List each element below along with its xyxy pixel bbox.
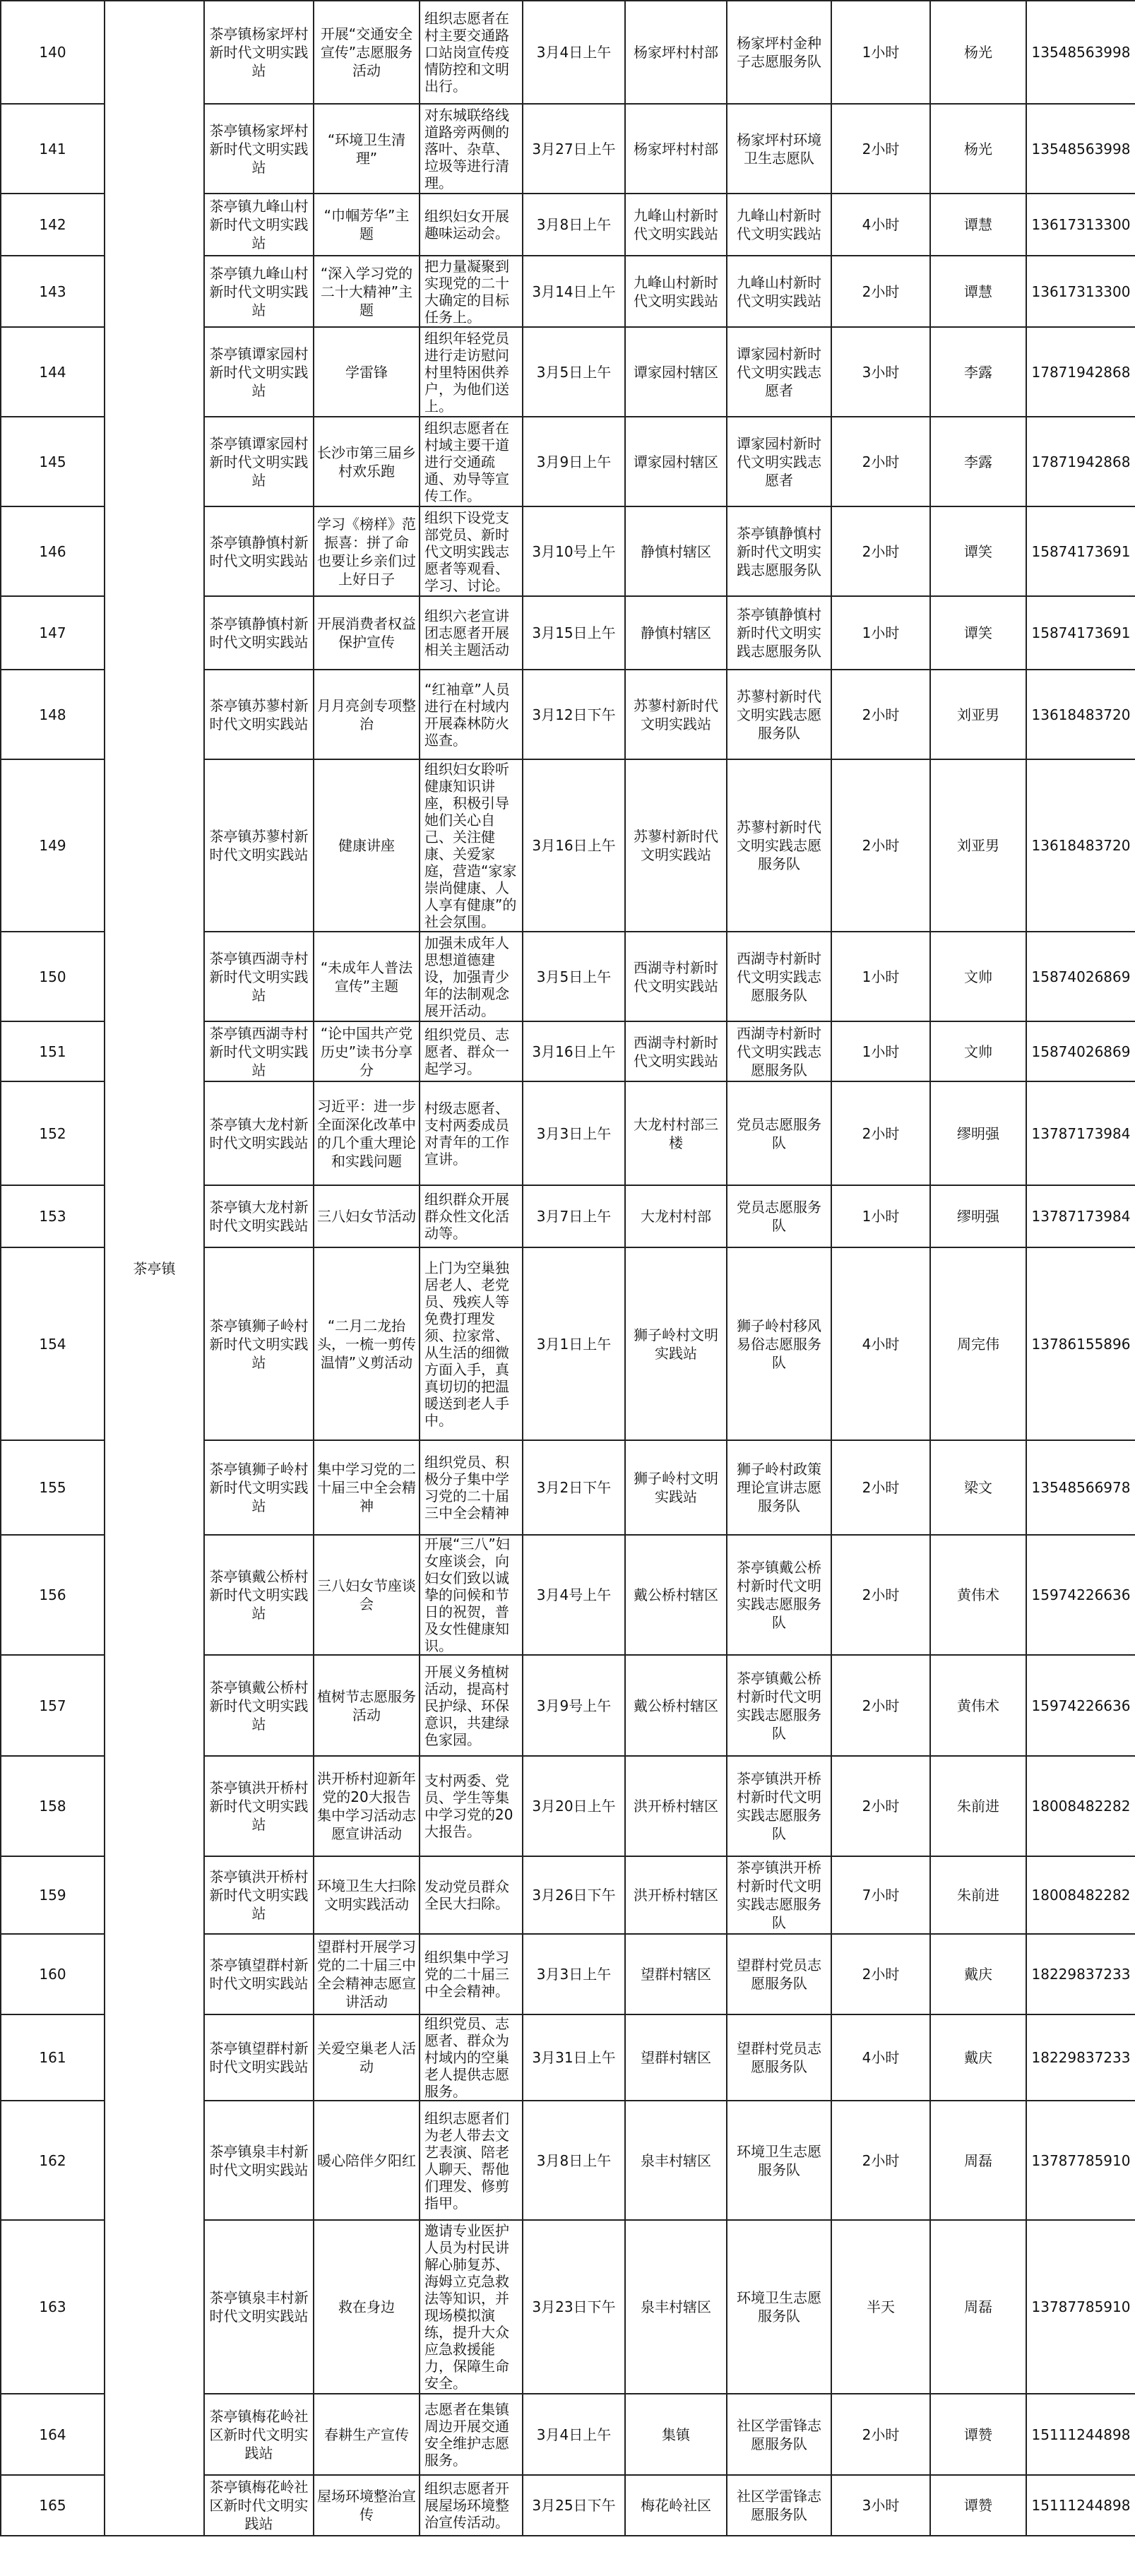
row-number-cell: 162 <box>1 2101 105 2220</box>
phone-cell: 18229837233 <box>1026 1934 1135 2014</box>
content-cell: 村级志愿者、支村两委成员对青年的工作宣讲。 <box>420 1081 523 1185</box>
content-cell: 组织集中学习党的二十届三中全会精神。 <box>420 1934 523 2014</box>
content-cell: 组织志愿者在村域主要干道进行交通疏通、劝导等宣传工作。 <box>420 417 523 506</box>
activity-cell: “论中国共产党历史”读书分享分 <box>314 1021 420 1081</box>
duration-cell: 2小时 <box>831 2101 930 2220</box>
date-cell: 3月16日上午 <box>523 759 625 932</box>
date-cell: 3月3日上午 <box>523 1081 625 1185</box>
phone-cell: 15874026869 <box>1026 932 1135 1021</box>
team-cell: 茶亭镇戴公桥村新时代文明实践志愿服务队 <box>727 1535 831 1655</box>
phone-cell: 17871942868 <box>1026 417 1135 506</box>
contact-cell: 杨光 <box>930 104 1026 194</box>
duration-cell: 4小时 <box>831 2014 930 2101</box>
team-cell: 西湖寺村新时代文明实践志愿服务队 <box>727 932 831 1021</box>
phone-cell: 13617313300 <box>1026 194 1135 256</box>
team-cell: 九峰山村新时代文明实践站 <box>727 256 831 327</box>
contact-cell: 杨光 <box>930 1 1026 104</box>
site-cell: 茶亭镇九峰山村新时代文明实践站 <box>204 256 314 327</box>
phone-cell: 15874173691 <box>1026 596 1135 670</box>
duration-cell: 4小时 <box>831 1247 930 1440</box>
duration-cell: 2小时 <box>831 417 930 506</box>
contact-cell: 黄伟术 <box>930 1655 1026 1756</box>
content-cell: 把力量凝聚到实现党的二十大确定的目标任务上。 <box>420 256 523 327</box>
place-cell: 大龙村村部三楼 <box>625 1081 727 1185</box>
activity-cell: 环境卫生大扫除文明实践活动 <box>314 1856 420 1934</box>
contact-cell: 刘亚男 <box>930 759 1026 932</box>
activity-cell: 洪开桥村迎新年党的20大报告集中学习活动志愿宣讲活动 <box>314 1756 420 1856</box>
row-number-cell: 142 <box>1 194 105 256</box>
row-number-cell: 154 <box>1 1247 105 1440</box>
site-cell: 茶亭镇谭家园村新时代文明实践站 <box>204 327 314 417</box>
content-cell: 组织妇女开展趣味运动会。 <box>420 194 523 256</box>
place-cell: 苏蓼村新时代文明实践站 <box>625 759 727 932</box>
row-number-cell: 141 <box>1 104 105 194</box>
duration-cell: 1小时 <box>831 932 930 1021</box>
activity-cell: 开展消费者权益保护宣传 <box>314 596 420 670</box>
date-cell: 3月4日上午 <box>523 2394 625 2475</box>
contact-cell: 缪明强 <box>930 1081 1026 1185</box>
row-number-cell: 150 <box>1 932 105 1021</box>
activity-cell: “深入学习党的二十大精神”主题 <box>314 256 420 327</box>
activity-cell: “未成年人普法宣传”主题 <box>314 932 420 1021</box>
contact-cell: 缪明强 <box>930 1185 1026 1247</box>
place-cell: 洪开桥村辖区 <box>625 1856 727 1934</box>
site-cell: 茶亭镇西湖寺村新时代文明实践站 <box>204 932 314 1021</box>
site-cell: 茶亭镇望群村新时代文明实践站 <box>204 1934 314 2014</box>
content-cell: 组织志愿者在村主要交通路口站岗宣传疫情防控和文明出行。 <box>420 1 523 104</box>
place-cell: 望群村辖区 <box>625 1934 727 2014</box>
date-cell: 3月3日上午 <box>523 1934 625 2014</box>
content-cell: “红袖章”人员进行在村域内开展森林防火巡查。 <box>420 670 523 759</box>
team-cell: 苏蓼村新时代文明实践志愿服务队 <box>727 759 831 932</box>
phone-cell: 13786155896 <box>1026 1247 1135 1440</box>
row-number-cell: 146 <box>1 506 105 596</box>
team-cell: 茶亭镇静慎村新时代文明实践志愿服务队 <box>727 596 831 670</box>
duration-cell: 2小时 <box>831 670 930 759</box>
contact-cell: 周磊 <box>930 2101 1026 2220</box>
date-cell: 3月23日下午 <box>523 2220 625 2394</box>
site-cell: 茶亭镇戴公桥村新时代文明实践站 <box>204 1535 314 1655</box>
phone-cell: 15974226636 <box>1026 1535 1135 1655</box>
date-cell: 3月4日上午 <box>523 1 625 104</box>
contact-cell: 戴庆 <box>930 1934 1026 2014</box>
duration-cell: 2小时 <box>831 256 930 327</box>
team-cell: 社区学雷锋志愿服务队 <box>727 2475 831 2536</box>
row-number-cell: 151 <box>1 1021 105 1081</box>
phone-cell: 15874173691 <box>1026 506 1135 596</box>
date-cell: 3月2日下午 <box>523 1440 625 1535</box>
content-cell: 上门为空巢独居老人、老党员、残疾人等免费打理发须、拉家常、从生活的细微方面入手，真真切切的把温暖送到老人手中。 <box>420 1247 523 1440</box>
content-cell: 组织党员、志愿者、群众为村域内的空巢老人提供志愿服务。 <box>420 2014 523 2101</box>
contact-cell: 黄伟术 <box>930 1535 1026 1655</box>
date-cell: 3月20日上午 <box>523 1756 625 1856</box>
site-cell: 茶亭镇戴公桥村新时代文明实践站 <box>204 1655 314 1756</box>
team-cell: 茶亭镇静慎村新时代文明实践志愿服务队 <box>727 506 831 596</box>
content-cell: 志愿者在集镇周边开展交通安全维护志愿服务。 <box>420 2394 523 2475</box>
date-cell: 3月12日下午 <box>523 670 625 759</box>
duration-cell: 1小时 <box>831 1021 930 1081</box>
row-number-cell: 157 <box>1 1655 105 1756</box>
contact-cell: 谭赞 <box>930 2475 1026 2536</box>
row-number-cell: 155 <box>1 1440 105 1535</box>
phone-cell: 13548566978 <box>1026 1440 1135 1535</box>
content-cell: 组织妇女聆听健康知识讲座，积极引导她们关心自己、关注健康、关爱家庭，营造“家家崇尚健康、人人享有健康”的社会氛围。 <box>420 759 523 932</box>
place-cell: 静慎村辖区 <box>625 596 727 670</box>
team-cell: 望群村党员志愿服务队 <box>727 2014 831 2101</box>
contact-cell: 谭慧 <box>930 194 1026 256</box>
phone-cell: 15111244898 <box>1026 2475 1135 2536</box>
date-cell: 3月8日上午 <box>523 2101 625 2220</box>
site-cell: 茶亭镇静慎村新时代文明实践站 <box>204 596 314 670</box>
team-cell: 茶亭镇洪开桥村新时代文明实践志愿服务队 <box>727 1756 831 1856</box>
row-number-cell: 159 <box>1 1856 105 1934</box>
date-cell: 3月1日上午 <box>523 1247 625 1440</box>
content-cell: 组织年轻党员进行走访慰问村里特困供养户，为他们送上。 <box>420 327 523 417</box>
row-number-cell: 163 <box>1 2220 105 2394</box>
contact-cell: 周磊 <box>930 2220 1026 2394</box>
place-cell: 狮子岭村文明实践站 <box>625 1247 727 1440</box>
phone-cell: 13548563998 <box>1026 104 1135 194</box>
team-cell: 杨家坪村金种子志愿服务队 <box>727 1 831 104</box>
place-cell: 梅花岭社区 <box>625 2475 727 2536</box>
duration-cell: 半天 <box>831 2220 930 2394</box>
activity-cell: 暖心陪伴夕阳红 <box>314 2101 420 2220</box>
date-cell: 3月9日上午 <box>523 417 625 506</box>
row-number-cell: 147 <box>1 596 105 670</box>
phone-cell: 13617313300 <box>1026 256 1135 327</box>
content-cell: 组织党员、积极分子集中学习党的二十届三中全会精神 <box>420 1440 523 1535</box>
activity-cell: 学习《榜样》范振喜：拼了命 也要让乡亲们过上好日子 <box>314 506 420 596</box>
row-number-cell: 160 <box>1 1934 105 2014</box>
team-cell: 环境卫生志愿服务队 <box>727 2101 831 2220</box>
activity-cell: 望群村开展学习党的二十届三中全会精神志愿宣讲活动 <box>314 1934 420 2014</box>
place-cell: 苏蓼村新时代文明实践站 <box>625 670 727 759</box>
site-cell: 茶亭镇杨家坪村新时代文明实践站 <box>204 1 314 104</box>
place-cell: 戴公桥村辖区 <box>625 1535 727 1655</box>
content-cell: 加强未成年人思想道德建设，加强青少年的法制观念展开活动。 <box>420 932 523 1021</box>
activity-cell: “环境卫生清理” <box>314 104 420 194</box>
duration-cell: 2小时 <box>831 506 930 596</box>
row-number-cell: 153 <box>1 1185 105 1247</box>
duration-cell: 2小时 <box>831 1440 930 1535</box>
place-cell: 大龙村村部 <box>625 1185 727 1247</box>
date-cell: 3月4号上午 <box>523 1535 625 1655</box>
activity-cell: 救在身边 <box>314 2220 420 2394</box>
phone-cell: 13787785910 <box>1026 2220 1135 2394</box>
site-cell: 茶亭镇谭家园村新时代文明实践站 <box>204 417 314 506</box>
team-cell: 环境卫生志愿服务队 <box>727 2220 831 2394</box>
activity-cell: 植树节志愿服务活动 <box>314 1655 420 1756</box>
content-cell: 组织志愿者们为老人带去文艺表演、陪老人聊天、帮他们理发、修剪指甲。 <box>420 2101 523 2220</box>
site-cell: 茶亭镇狮子岭村新时代文明实践站 <box>204 1440 314 1535</box>
content-cell: 组织志愿者开展屋场环境整治宣传活动。 <box>420 2475 523 2536</box>
phone-cell: 18008482282 <box>1026 1856 1135 1934</box>
place-cell: 望群村辖区 <box>625 2014 727 2101</box>
duration-cell: 1小时 <box>831 1185 930 1247</box>
contact-cell: 谭笑 <box>930 596 1026 670</box>
activity-cell: 月月亮剑专项整治 <box>314 670 420 759</box>
phone-cell: 13787173984 <box>1026 1185 1135 1247</box>
row-number-cell: 158 <box>1 1756 105 1856</box>
activity-cell: 三八妇女节座谈会 <box>314 1535 420 1655</box>
site-cell: 茶亭镇泉丰村新时代文明实践站 <box>204 2220 314 2394</box>
place-cell: 谭家园村辖区 <box>625 417 727 506</box>
contact-cell: 朱前进 <box>930 1856 1026 1934</box>
contact-cell: 文帅 <box>930 932 1026 1021</box>
team-cell: 狮子岭村政策理论宣讲志愿服务队 <box>727 1440 831 1535</box>
site-cell: 茶亭镇狮子岭村新时代文明实践站 <box>204 1247 314 1440</box>
content-cell: 支村两委、党员、学生等集中学习党的20大报告。 <box>420 1756 523 1856</box>
contact-cell: 朱前进 <box>930 1756 1026 1856</box>
row-number-cell: 149 <box>1 759 105 932</box>
activity-table-body <box>1 1 1135 2536</box>
place-cell: 洪开桥村辖区 <box>625 1756 727 1856</box>
team-cell: 党员志愿服务队 <box>727 1185 831 1247</box>
team-cell: 九峰山村新时代文明实践站 <box>727 194 831 256</box>
site-cell: 茶亭镇西湖寺村新时代文明实践站 <box>204 1021 314 1081</box>
activity-cell: 屋场环境整治宣传 <box>314 2475 420 2536</box>
site-cell: 茶亭镇洪开桥村新时代文明实践站 <box>204 1756 314 1856</box>
activity-cell: 健康讲座 <box>314 759 420 932</box>
team-cell: 苏蓼村新时代文明实践志愿服务队 <box>727 670 831 759</box>
activity-cell: 开展“交通安全宣传”志愿服务活动 <box>314 1 420 104</box>
row-number-cell: 143 <box>1 256 105 327</box>
table-row <box>1 1 1135 104</box>
activity-cell: 三八妇女节活动 <box>314 1185 420 1247</box>
contact-cell: 谭慧 <box>930 256 1026 327</box>
content-cell: 开展“三八”妇女座谈会，向妇女们致以诚挚的问候和节日的祝贺，普及女性健康知识。 <box>420 1535 523 1655</box>
site-cell: 茶亭镇梅花岭社区新时代文明实践站 <box>204 2394 314 2475</box>
date-cell: 3月8日上午 <box>523 194 625 256</box>
contact-cell: 谭笑 <box>930 506 1026 596</box>
place-cell: 九峰山村新时代文明实践站 <box>625 194 727 256</box>
phone-cell: 15111244898 <box>1026 2394 1135 2475</box>
site-cell: 茶亭镇望群村新时代文明实践站 <box>204 2014 314 2101</box>
duration-cell: 7小时 <box>831 1856 930 1934</box>
team-cell: 茶亭镇戴公桥村新时代文明实践志愿服务队 <box>727 1655 831 1756</box>
team-cell: 杨家坪村环境卫生志愿队 <box>727 104 831 194</box>
duration-cell: 3小时 <box>831 327 930 417</box>
row-number-cell: 144 <box>1 327 105 417</box>
contact-cell: 梁文 <box>930 1440 1026 1535</box>
date-cell: 3月10号上午 <box>523 506 625 596</box>
contact-cell: 戴庆 <box>930 2014 1026 2101</box>
content-cell: 邀请专业医护人员为村民讲解心肺复苏、海姆立克急救法等知识，并现场模拟演练，提升大众应急救援能力，保障生命安全。 <box>420 2220 523 2394</box>
phone-cell: 13618483720 <box>1026 759 1135 932</box>
site-cell: 茶亭镇静慎村新时代文明实践站 <box>204 506 314 596</box>
team-cell: 谭家园村新时代文明实践志愿者 <box>727 417 831 506</box>
content-cell: 组织六老宣讲团志愿者开展相关主题活动 <box>420 596 523 670</box>
site-cell: 茶亭镇杨家坪村新时代文明实践站 <box>204 104 314 194</box>
activity-cell: 学雷锋 <box>314 327 420 417</box>
duration-cell: 2小时 <box>831 1535 930 1655</box>
row-number-cell: 165 <box>1 2475 105 2536</box>
site-cell: 茶亭镇梅花岭社区新时代文明实践站 <box>204 2475 314 2536</box>
phone-cell: 13787173984 <box>1026 1081 1135 1185</box>
date-cell: 3月26日下午 <box>523 1856 625 1934</box>
team-cell: 党员志愿服务队 <box>727 1081 831 1185</box>
duration-cell: 2小时 <box>831 759 930 932</box>
site-cell: 茶亭镇苏蓼村新时代文明实践站 <box>204 759 314 932</box>
date-cell: 3月7日上午 <box>523 1185 625 1247</box>
place-cell: 西湖寺村新时代文明实践站 <box>625 1021 727 1081</box>
site-cell: 茶亭镇大龙村新时代文明实践站 <box>204 1081 314 1185</box>
content-cell: 组织群众开展群众性文化活动等。 <box>420 1185 523 1247</box>
site-cell: 茶亭镇大龙村新时代文明实践站 <box>204 1185 314 1247</box>
row-number-cell: 156 <box>1 1535 105 1655</box>
contact-cell: 周完伟 <box>930 1247 1026 1440</box>
site-cell: 茶亭镇泉丰村新时代文明实践站 <box>204 2101 314 2220</box>
phone-cell: 18008482282 <box>1026 1756 1135 1856</box>
place-cell: 谭家园村辖区 <box>625 327 727 417</box>
phone-cell: 13787785910 <box>1026 2101 1135 2220</box>
date-cell: 3月27日上午 <box>523 104 625 194</box>
date-cell: 3月9号上午 <box>523 1655 625 1756</box>
site-cell: 茶亭镇九峰山村新时代文明实践站 <box>204 194 314 256</box>
duration-cell: 2小时 <box>831 1756 930 1856</box>
content-cell: 开展义务植树活动，提高村民护绿、环保意识，共建绿色家园。 <box>420 1655 523 1756</box>
contact-cell: 刘亚男 <box>930 670 1026 759</box>
date-cell: 3月14日上午 <box>523 256 625 327</box>
phone-cell: 15874026869 <box>1026 1021 1135 1081</box>
activity-cell: 长沙市第三届乡村欢乐跑 <box>314 417 420 506</box>
team-cell: 狮子岭村移风易俗志愿服务队 <box>727 1247 831 1440</box>
team-cell: 社区学雷锋志愿服务队 <box>727 2394 831 2475</box>
date-cell: 3月15日上午 <box>523 596 625 670</box>
place-cell: 集镇 <box>625 2394 727 2475</box>
place-cell: 静慎村辖区 <box>625 506 727 596</box>
site-cell: 茶亭镇苏蓼村新时代文明实践站 <box>204 670 314 759</box>
activity-cell: “巾帼芳华”主题 <box>314 194 420 256</box>
duration-cell: 2小时 <box>831 1081 930 1185</box>
duration-cell: 2小时 <box>831 104 930 194</box>
activity-cell: 习近平：进一步全面深化改革中的几个重大理论和实践问题 <box>314 1081 420 1185</box>
phone-cell: 13618483720 <box>1026 670 1135 759</box>
date-cell: 3月25日下午 <box>523 2475 625 2536</box>
contact-cell: 文帅 <box>930 1021 1026 1081</box>
duration-cell: 1小时 <box>831 1 930 104</box>
duration-cell: 2小时 <box>831 1934 930 2014</box>
contact-cell: 谭赞 <box>930 2394 1026 2475</box>
row-number-cell: 161 <box>1 2014 105 2101</box>
phone-cell: 18229837233 <box>1026 2014 1135 2101</box>
town-cell: 茶亭镇 <box>105 1 204 2536</box>
phone-cell: 13548563998 <box>1026 1 1135 104</box>
contact-cell: 李露 <box>930 327 1026 417</box>
row-number-cell: 140 <box>1 1 105 104</box>
phone-cell: 17871942868 <box>1026 327 1135 417</box>
activity-cell: 关爱空巢老人活动 <box>314 2014 420 2101</box>
duration-cell: 2小时 <box>831 2394 930 2475</box>
contact-cell: 李露 <box>930 417 1026 506</box>
activity-cell: 集中学习党的二十届三中全会精神 <box>314 1440 420 1535</box>
team-cell: 西湖寺村新时代文明实践志愿服务队 <box>727 1021 831 1081</box>
date-cell: 3月16日上午 <box>523 1021 625 1081</box>
duration-cell: 4小时 <box>831 194 930 256</box>
site-cell: 茶亭镇洪开桥村新时代文明实践站 <box>204 1856 314 1934</box>
date-cell: 3月5日上午 <box>523 327 625 417</box>
date-cell: 3月5日上午 <box>523 932 625 1021</box>
row-number-cell: 164 <box>1 2394 105 2475</box>
content-cell: 组织党员、志愿者、群众一起学习。 <box>420 1021 523 1081</box>
content-cell: 组织下设党支部党员、新时代文明实践志愿者等观看、学习、讨论。 <box>420 506 523 596</box>
team-cell: 谭家园村新时代文明实践志愿者 <box>727 327 831 417</box>
duration-cell: 3小时 <box>831 2475 930 2536</box>
row-number-cell: 148 <box>1 670 105 759</box>
place-cell: 九峰山村新时代文明实践站 <box>625 256 727 327</box>
place-cell: 杨家坪村村部 <box>625 1 727 104</box>
row-number-cell: 145 <box>1 417 105 506</box>
row-number-cell: 152 <box>1 1081 105 1185</box>
content-cell: 发动党员群众全民大扫除。 <box>420 1856 523 1934</box>
date-cell: 3月31日上午 <box>523 2014 625 2101</box>
duration-cell: 2小时 <box>831 1655 930 1756</box>
team-cell: 望群村党员志愿服务队 <box>727 1934 831 2014</box>
activity-cell: 春耕生产宣传 <box>314 2394 420 2475</box>
place-cell: 杨家坪村村部 <box>625 104 727 194</box>
activity-cell: “二月二龙抬头，一梳一剪传温情”义剪活动 <box>314 1247 420 1440</box>
place-cell: 泉丰村辖区 <box>625 2101 727 2220</box>
place-cell: 泉丰村辖区 <box>625 2220 727 2394</box>
content-cell: 对东城联络线道路旁两侧的落叶、杂草、垃圾等进行清理。 <box>420 104 523 194</box>
place-cell: 戴公桥村辖区 <box>625 1655 727 1756</box>
duration-cell: 1小时 <box>831 596 930 670</box>
place-cell: 西湖寺村新时代文明实践站 <box>625 932 727 1021</box>
phone-cell: 15974226636 <box>1026 1655 1135 1756</box>
place-cell: 狮子岭村文明实践站 <box>625 1440 727 1535</box>
team-cell: 茶亭镇洪开桥村新时代文明实践志愿服务队 <box>727 1856 831 1934</box>
